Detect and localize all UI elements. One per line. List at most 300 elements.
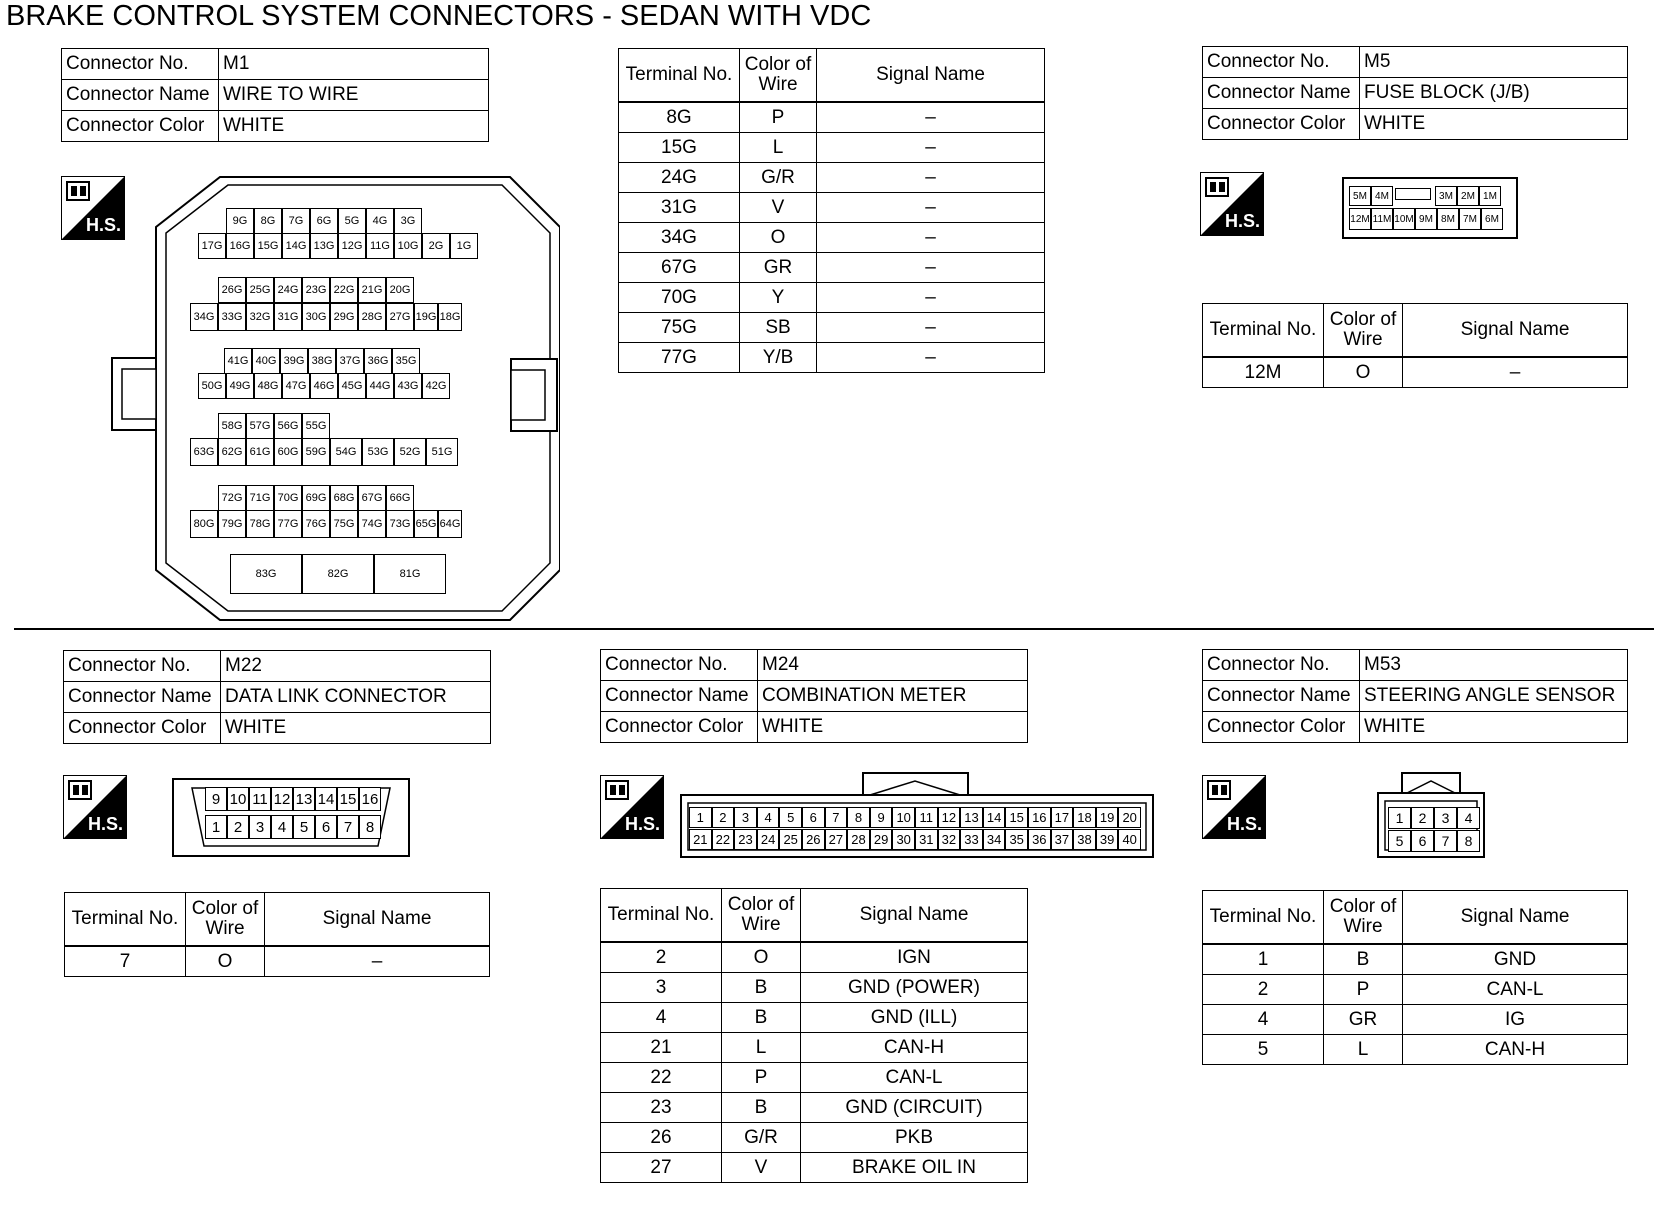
terminal-no-cell: 31G bbox=[619, 193, 740, 223]
table-row bbox=[619, 133, 1045, 163]
connector-pin: 17G bbox=[198, 233, 226, 259]
connector-pin: 5G bbox=[338, 208, 366, 234]
connector-pin: 11 bbox=[915, 807, 938, 828]
connector-pin: 7 bbox=[825, 807, 848, 828]
connector-pin: 11 bbox=[249, 787, 271, 811]
terminal-table-m22 bbox=[64, 892, 490, 977]
wire-color-cell: Y bbox=[740, 283, 817, 313]
connector-pin: 53G bbox=[362, 438, 394, 466]
table-row bbox=[601, 1003, 1028, 1033]
signal-name-cell: – bbox=[817, 102, 1045, 133]
connector-pin: 3G bbox=[394, 208, 422, 234]
connector-pin: 15 bbox=[1005, 807, 1028, 828]
terminal-table-m5 bbox=[1202, 303, 1628, 388]
connector-pin: 3 bbox=[1434, 807, 1457, 829]
connector-pin: 14 bbox=[983, 807, 1006, 828]
signal-name-cell: – bbox=[817, 343, 1045, 373]
connector-pin: 31 bbox=[915, 829, 938, 850]
connector-pin: 10 bbox=[227, 787, 249, 811]
connector-pin: 50G bbox=[198, 373, 226, 399]
connector-name-value: WIRE TO WIRE bbox=[219, 80, 489, 111]
connector-name-value: FUSE BLOCK (J/B) bbox=[1360, 78, 1628, 109]
wire-color-cell: SB bbox=[740, 313, 817, 343]
connector-no-label: Connector No. bbox=[64, 651, 221, 682]
connector-pin: 72G bbox=[218, 485, 246, 511]
table-row bbox=[619, 163, 1045, 193]
wire-color-cell: O bbox=[740, 223, 817, 253]
table-row bbox=[619, 102, 1045, 133]
connector-pin: 9G bbox=[226, 208, 254, 234]
connector-pin: 6 bbox=[1411, 830, 1434, 852]
connector-pin: 2 bbox=[227, 815, 249, 839]
connector-color-value: WHITE bbox=[219, 111, 489, 142]
connector-pin: 8M bbox=[1437, 208, 1459, 230]
connector-pin: 4 bbox=[271, 815, 293, 839]
connector-name-label: Connector Name bbox=[64, 682, 221, 713]
connector-pin: 68G bbox=[330, 485, 358, 511]
connector-pin: 83G bbox=[230, 554, 302, 594]
connector-pin: 2M bbox=[1457, 186, 1479, 206]
connector-pin: 11M bbox=[1371, 208, 1393, 230]
connector-pin: 63G bbox=[190, 438, 218, 466]
connector-pin: 65G bbox=[414, 510, 438, 538]
connector-pin: 7G bbox=[282, 208, 310, 234]
signal-name-cell: – bbox=[817, 253, 1045, 283]
connector-pin: 77G bbox=[274, 510, 302, 538]
connector-pin: 8 bbox=[1457, 830, 1480, 852]
connector-no-value: M1 bbox=[219, 49, 489, 80]
color-of-wire-header: Color of Wire bbox=[722, 889, 801, 943]
table-row bbox=[601, 973, 1028, 1003]
terminal-no-cell: 2 bbox=[601, 942, 722, 973]
table-row bbox=[1203, 1005, 1628, 1035]
wire-color-cell: O bbox=[1324, 357, 1403, 388]
signal-name-cell: PKB bbox=[801, 1123, 1028, 1153]
connector-pin: 29G bbox=[330, 303, 358, 331]
table-row bbox=[619, 223, 1045, 253]
terminal-no-cell: 4 bbox=[1203, 1005, 1324, 1035]
terminal-no-header: Terminal No. bbox=[65, 893, 186, 947]
signal-name-header: Signal Name bbox=[801, 889, 1028, 943]
connector-color-value: WHITE bbox=[221, 713, 491, 744]
terminal-no-header: Terminal No. bbox=[1203, 891, 1324, 945]
connector-pin: 35G bbox=[392, 348, 420, 374]
connector-pin: 27 bbox=[825, 829, 848, 850]
connector-pin: 6 bbox=[802, 807, 825, 828]
connector-pin: 18 bbox=[1073, 807, 1096, 828]
connector-pin: 4 bbox=[757, 807, 780, 828]
signal-name-header: Signal Name bbox=[817, 49, 1045, 103]
table-row bbox=[619, 283, 1045, 313]
terminal-no-cell: 12M bbox=[1203, 357, 1324, 388]
connector-no-value: M22 bbox=[221, 651, 491, 682]
connector-pin: 38G bbox=[308, 348, 336, 374]
terminal-no-cell: 34G bbox=[619, 223, 740, 253]
signal-name-cell: GND (ILL) bbox=[801, 1003, 1028, 1033]
connector-pin: 35 bbox=[1005, 829, 1028, 850]
connector-pin: 15 bbox=[337, 787, 359, 811]
wire-color-cell: V bbox=[722, 1153, 801, 1183]
table-row bbox=[1203, 975, 1628, 1005]
connector-pin: 16 bbox=[1028, 807, 1051, 828]
signal-name-cell: – bbox=[817, 283, 1045, 313]
connector-pin: 1 bbox=[689, 807, 712, 828]
connector-pin: 30G bbox=[302, 303, 330, 331]
connector-no-value: M24 bbox=[758, 650, 1028, 681]
m1-right-latch bbox=[510, 358, 558, 433]
connector-pin: 1M bbox=[1479, 186, 1501, 206]
page-title: BRAKE CONTROL SYSTEM CONNECTORS - SEDAN WITH VDC bbox=[6, 0, 872, 32]
connector-pin: 23 bbox=[734, 829, 757, 850]
connector-pin: 13 bbox=[960, 807, 983, 828]
connector-pin: 61G bbox=[246, 438, 274, 466]
terminal-table-m24 bbox=[600, 888, 1028, 1183]
connector-pin: 10G bbox=[394, 233, 422, 259]
connector-pin: 10 bbox=[892, 807, 915, 828]
connector-pin: 40 bbox=[1118, 829, 1141, 850]
terminal-no-cell: 2 bbox=[1203, 975, 1324, 1005]
signal-name-header: Signal Name bbox=[1403, 304, 1628, 358]
connector-pin: 4G bbox=[366, 208, 394, 234]
connector-pin: 14G bbox=[282, 233, 310, 259]
terminal-no-cell: 27 bbox=[601, 1153, 722, 1183]
wire-color-cell: GR bbox=[1324, 1005, 1403, 1035]
connector-color-value: WHITE bbox=[1360, 712, 1628, 743]
connector-pin: 25G bbox=[246, 277, 274, 303]
connector-pin: 4M bbox=[1371, 186, 1393, 206]
connector-pin: 6G bbox=[310, 208, 338, 234]
terminal-no-cell: 21 bbox=[601, 1033, 722, 1063]
connector-pin: 12M bbox=[1349, 208, 1371, 230]
terminal-no-cell: 75G bbox=[619, 313, 740, 343]
connector-pin: 8G bbox=[254, 208, 282, 234]
signal-name-header: Signal Name bbox=[265, 893, 490, 947]
connector-info-m53 bbox=[1202, 649, 1628, 743]
connector-pin: 32G bbox=[246, 303, 274, 331]
connector-info-m1 bbox=[61, 48, 489, 142]
connector-pin: 36G bbox=[364, 348, 392, 374]
connector-pin: 62G bbox=[218, 438, 246, 466]
connector-pin: 9M bbox=[1415, 208, 1437, 230]
wire-color-cell: B bbox=[1324, 944, 1403, 975]
connector-pin: 18G bbox=[438, 303, 462, 331]
connector-pin: 21G bbox=[358, 277, 386, 303]
wire-color-cell: V bbox=[740, 193, 817, 223]
hs-label: H.S. bbox=[87, 814, 123, 834]
signal-name-cell: CAN-L bbox=[801, 1063, 1028, 1093]
wire-color-cell: L bbox=[1324, 1035, 1403, 1065]
connector-color-label: Connector Color bbox=[1203, 712, 1360, 743]
hs-icon bbox=[600, 775, 664, 839]
connector-name-value: COMBINATION METER bbox=[758, 681, 1028, 712]
hs-label: H.S. bbox=[85, 215, 121, 235]
connector-pin: 37 bbox=[1051, 829, 1074, 850]
color-of-wire-header: Color of Wire bbox=[186, 893, 265, 947]
connector-pin: 64G bbox=[438, 510, 462, 538]
connector-pin: 1G bbox=[450, 233, 478, 259]
signal-name-cell: GND bbox=[1403, 944, 1628, 975]
connector-pin: 7 bbox=[337, 815, 359, 839]
connector-pin: 12 bbox=[938, 807, 961, 828]
connector-pin: 37G bbox=[336, 348, 364, 374]
connector-pin: 3M bbox=[1435, 186, 1457, 206]
connector-no-label: Connector No. bbox=[1203, 650, 1360, 681]
connector-pin: 21 bbox=[689, 829, 712, 850]
table-row bbox=[65, 946, 490, 977]
wire-color-cell: O bbox=[186, 946, 265, 977]
connector-pin: 26G bbox=[218, 277, 246, 303]
connector-pin: 13 bbox=[293, 787, 315, 811]
connector-name-value: DATA LINK CONNECTOR bbox=[221, 682, 491, 713]
signal-name-cell: – bbox=[817, 193, 1045, 223]
connector-pin: 12 bbox=[271, 787, 293, 811]
terminal-no-cell: 5 bbox=[1203, 1035, 1324, 1065]
wire-color-cell: GR bbox=[740, 253, 817, 283]
table-row bbox=[601, 1063, 1028, 1093]
connector-pin: 30 bbox=[892, 829, 915, 850]
connector-no-label: Connector No. bbox=[601, 650, 758, 681]
table-row bbox=[619, 313, 1045, 343]
signal-name-cell: BRAKE OIL IN bbox=[801, 1153, 1028, 1183]
wire-color-cell: L bbox=[740, 133, 817, 163]
connector-name-value: STEERING ANGLE SENSOR bbox=[1360, 681, 1628, 712]
connector-name-label: Connector Name bbox=[1203, 681, 1360, 712]
wire-color-cell: L bbox=[722, 1033, 801, 1063]
signal-name-cell: – bbox=[265, 946, 490, 977]
table-row bbox=[619, 343, 1045, 373]
connector-pin: 66G bbox=[386, 485, 414, 511]
wire-color-cell: P bbox=[1324, 975, 1403, 1005]
connector-pin: 29 bbox=[870, 829, 893, 850]
connector-pin: 57G bbox=[246, 413, 274, 439]
connector-pin: 34 bbox=[983, 829, 1006, 850]
connector-pin: 22G bbox=[330, 277, 358, 303]
terminal-no-cell: 24G bbox=[619, 163, 740, 193]
connector-pin: 12G bbox=[338, 233, 366, 259]
signal-name-cell: – bbox=[1403, 357, 1628, 388]
connector-pin: 2G bbox=[422, 233, 450, 259]
connector-pin: 13G bbox=[310, 233, 338, 259]
connector-pin: 4 bbox=[1457, 807, 1480, 829]
signal-name-header: Signal Name bbox=[1403, 891, 1628, 945]
signal-name-cell: – bbox=[817, 313, 1045, 343]
connector-pin: 16 bbox=[359, 787, 381, 811]
connector-pin: 9 bbox=[205, 787, 227, 811]
connector-no-label: Connector No. bbox=[62, 49, 219, 80]
connector-pin: 20 bbox=[1118, 807, 1141, 828]
terminal-no-cell: 22 bbox=[601, 1063, 722, 1093]
signal-name-cell: GND (POWER) bbox=[801, 973, 1028, 1003]
terminal-no-cell: 23 bbox=[601, 1093, 722, 1123]
terminal-no-cell: 3 bbox=[601, 973, 722, 1003]
connector-pin: 75G bbox=[330, 510, 358, 538]
connector-pin: 67G bbox=[358, 485, 386, 511]
connector-pin: 42G bbox=[422, 373, 450, 399]
connector-name-label: Connector Name bbox=[601, 681, 758, 712]
connector-pin: 19G bbox=[414, 303, 438, 331]
terminal-no-cell: 77G bbox=[619, 343, 740, 373]
connector-pin: 14 bbox=[315, 787, 337, 811]
terminal-table-m53 bbox=[1202, 890, 1628, 1065]
hs-icon bbox=[1200, 172, 1264, 236]
terminal-no-cell: 15G bbox=[619, 133, 740, 163]
terminal-no-cell: 67G bbox=[619, 253, 740, 283]
connector-pin: 46G bbox=[310, 373, 338, 399]
table-row bbox=[601, 1093, 1028, 1123]
connector-pin: 36 bbox=[1028, 829, 1051, 850]
terminal-no-cell: 4 bbox=[601, 1003, 722, 1033]
connector-pin: 33G bbox=[218, 303, 246, 331]
connector-pin: 5 bbox=[779, 807, 802, 828]
connector-color-label: Connector Color bbox=[64, 713, 221, 744]
connector-color-label: Connector Color bbox=[601, 712, 758, 743]
connector-pin: 2 bbox=[1411, 807, 1434, 829]
connector-pin: 39 bbox=[1096, 829, 1119, 850]
terminal-no-cell: 70G bbox=[619, 283, 740, 313]
terminal-no-cell: 1 bbox=[1203, 944, 1324, 975]
connector-pin: 55G bbox=[302, 413, 330, 439]
connector-pin: 54G bbox=[330, 438, 362, 466]
latch-slot bbox=[1395, 188, 1431, 200]
wire-color-cell: P bbox=[722, 1063, 801, 1093]
table-row bbox=[601, 1153, 1028, 1183]
connector-pin: 1 bbox=[205, 815, 227, 839]
connector-pin: 74G bbox=[358, 510, 386, 538]
wire-color-cell: P bbox=[740, 102, 817, 133]
connector-name-label: Connector Name bbox=[62, 80, 219, 111]
connector-pin: 80G bbox=[190, 510, 218, 538]
wire-color-cell: O bbox=[722, 942, 801, 973]
connector-pin: 6 bbox=[315, 815, 337, 839]
connector-pin: 44G bbox=[366, 373, 394, 399]
connector-pin: 7 bbox=[1434, 830, 1457, 852]
signal-name-cell: CAN-H bbox=[801, 1033, 1028, 1063]
connector-pin: 60G bbox=[274, 438, 302, 466]
wire-color-cell: G/R bbox=[740, 163, 817, 193]
connector-pin: 59G bbox=[302, 438, 330, 466]
connector-pin: 15G bbox=[254, 233, 282, 259]
connector-no-label: Connector No. bbox=[1203, 47, 1360, 78]
connector-pin: 45G bbox=[338, 373, 366, 399]
connector-pin: 11G bbox=[366, 233, 394, 259]
terminal-no-cell: 7 bbox=[65, 946, 186, 977]
connector-pin: 48G bbox=[254, 373, 282, 399]
connector-pin: 33 bbox=[960, 829, 983, 850]
connector-pin: 69G bbox=[302, 485, 330, 511]
connector-pin: 78G bbox=[246, 510, 274, 538]
connector-pin: 31G bbox=[274, 303, 302, 331]
connector-pin: 34G bbox=[190, 303, 218, 331]
signal-name-cell: – bbox=[817, 133, 1045, 163]
connector-pin: 24G bbox=[274, 277, 302, 303]
table-row bbox=[601, 1123, 1028, 1153]
color-of-wire-header: Color of Wire bbox=[740, 49, 817, 103]
connector-pin: 43G bbox=[394, 373, 422, 399]
connector-pin: 10M bbox=[1393, 208, 1415, 230]
connector-color-label: Connector Color bbox=[62, 111, 219, 142]
connector-color-value: WHITE bbox=[758, 712, 1028, 743]
signal-name-cell: GND (CIRCUIT) bbox=[801, 1093, 1028, 1123]
connector-pin: 38 bbox=[1073, 829, 1096, 850]
connector-pin: 5 bbox=[293, 815, 315, 839]
connector-pin: 24 bbox=[757, 829, 780, 850]
connector-pin: 41G bbox=[224, 348, 252, 374]
signal-name-cell: – bbox=[817, 163, 1045, 193]
wire-color-cell: B bbox=[722, 1003, 801, 1033]
color-of-wire-header: Color of Wire bbox=[1324, 304, 1403, 358]
connector-pin: 28 bbox=[847, 829, 870, 850]
wire-color-cell: B bbox=[722, 1093, 801, 1123]
connector-pin: 52G bbox=[394, 438, 426, 466]
table-row bbox=[1203, 1035, 1628, 1065]
connector-pin: 81G bbox=[374, 554, 446, 594]
connector-pin: 20G bbox=[386, 277, 414, 303]
signal-name-cell: – bbox=[817, 223, 1045, 253]
section-divider bbox=[14, 628, 1654, 630]
hs-label: H.S. bbox=[624, 814, 660, 834]
connector-pin: 9 bbox=[870, 807, 893, 828]
wire-color-cell: Y/B bbox=[740, 343, 817, 373]
connector-pin: 16G bbox=[226, 233, 254, 259]
connector-pin: 71G bbox=[246, 485, 274, 511]
connector-color-label: Connector Color bbox=[1203, 109, 1360, 140]
terminal-no-cell: 8G bbox=[619, 102, 740, 133]
table-row bbox=[619, 193, 1045, 223]
connector-color-value: WHITE bbox=[1360, 109, 1628, 140]
terminal-no-cell: 26 bbox=[601, 1123, 722, 1153]
hs-icon bbox=[1202, 775, 1266, 839]
connector-pin: 49G bbox=[226, 373, 254, 399]
signal-name-cell: CAN-L bbox=[1403, 975, 1628, 1005]
connector-no-value: M5 bbox=[1360, 47, 1628, 78]
signal-name-cell: CAN-H bbox=[1403, 1035, 1628, 1065]
connector-pin: 7M bbox=[1459, 208, 1481, 230]
hs-label: H.S. bbox=[1226, 814, 1262, 834]
connector-info-m5 bbox=[1202, 46, 1628, 140]
table-row bbox=[1203, 944, 1628, 975]
connector-pin: 32 bbox=[938, 829, 961, 850]
connector-info-m24 bbox=[600, 649, 1028, 743]
connector-pin: 25 bbox=[779, 829, 802, 850]
connector-pin: 2 bbox=[712, 807, 735, 828]
connector-pin: 8 bbox=[359, 815, 381, 839]
terminal-no-header: Terminal No. bbox=[1203, 304, 1324, 358]
connector-pin: 3 bbox=[249, 815, 271, 839]
connector-no-value: M53 bbox=[1360, 650, 1628, 681]
table-row bbox=[619, 253, 1045, 283]
connector-pin: 76G bbox=[302, 510, 330, 538]
wire-color-cell: G/R bbox=[722, 1123, 801, 1153]
connector-pin: 56G bbox=[274, 413, 302, 439]
connector-pin: 8 bbox=[847, 807, 870, 828]
table-row bbox=[1203, 357, 1628, 388]
connector-pin: 58G bbox=[218, 413, 246, 439]
signal-name-cell: IGN bbox=[801, 942, 1028, 973]
connector-pin: 26 bbox=[802, 829, 825, 850]
hs-icon bbox=[63, 775, 127, 839]
terminal-no-header: Terminal No. bbox=[619, 49, 740, 103]
connector-pin: 23G bbox=[302, 277, 330, 303]
connector-name-label: Connector Name bbox=[1203, 78, 1360, 109]
connector-pin: 79G bbox=[218, 510, 246, 538]
connector-pin: 6M bbox=[1481, 208, 1503, 230]
connector-pin: 82G bbox=[302, 554, 374, 594]
terminal-table-m1 bbox=[618, 48, 1045, 373]
wire-color-cell: B bbox=[722, 973, 801, 1003]
table-row bbox=[601, 942, 1028, 973]
signal-name-cell: IG bbox=[1403, 1005, 1628, 1035]
connector-pin: 3 bbox=[734, 807, 757, 828]
